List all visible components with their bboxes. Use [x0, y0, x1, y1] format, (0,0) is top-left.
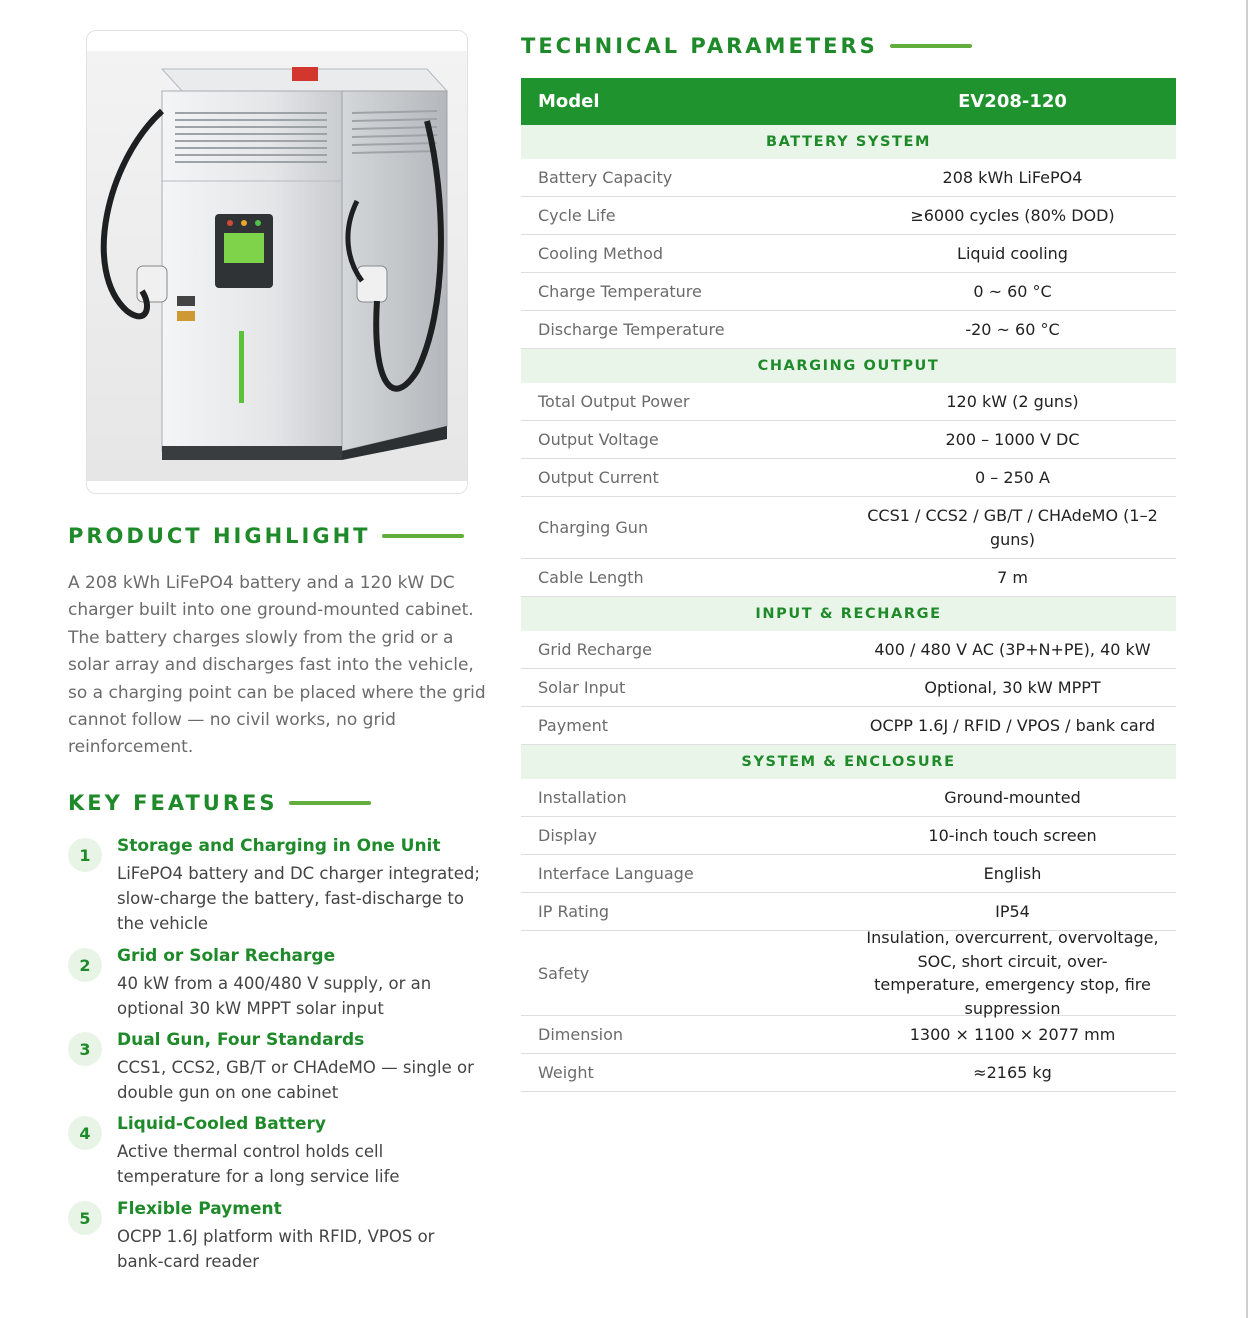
- spec-label: Cooling Method: [538, 244, 664, 263]
- spec-value: 10-inch touch screen: [928, 825, 1097, 845]
- feature-description: Active thermal control holds cell temperature for a long service life: [117, 1142, 400, 1186]
- spec-value: English: [983, 863, 1042, 883]
- spec-label: Safety: [538, 963, 590, 983]
- spec-value: OCPP 1.6J / RFID / VPOS / bank card: [869, 715, 1156, 735]
- feature-description: 40 kW from a 400/480 V supply, or an optional 30 kW MPPT solar input: [117, 974, 432, 1018]
- spec-value: 7 m: [997, 567, 1028, 587]
- spec-section-title: BATTERY SYSTEM: [521, 125, 1176, 159]
- spec-row: [521, 159, 1176, 197]
- spec-row: [521, 707, 1176, 745]
- feature-number-badge: 4: [68, 1116, 102, 1150]
- spec-row: [521, 273, 1176, 311]
- feature-number-badge: 1: [68, 838, 102, 872]
- spec-row: [521, 631, 1176, 669]
- spec-value: Optional, 30 kW MPPT: [924, 677, 1101, 697]
- spec-value: 208 kWh LiFePO4: [942, 167, 1083, 187]
- spec-row: [521, 383, 1176, 421]
- spec-label: Interface Language: [538, 864, 694, 883]
- spec-label: Payment: [538, 716, 609, 735]
- spec-label: Dimension: [538, 1025, 624, 1044]
- spec-section-title: INPUT & RECHARGE: [521, 597, 1176, 631]
- feature-description: LiFePO4 battery and DC charger integrated; slow-charge the battery, fast-discharge to the vehicle: [117, 864, 480, 933]
- spec-label: Cable Length: [538, 568, 644, 587]
- feature-title: Liquid-Cooled Battery: [117, 1114, 326, 1134]
- feature-number-badge: 2: [68, 948, 102, 982]
- spec-label: Solar Input: [538, 678, 626, 697]
- spec-section-title: CHARGING OUTPUT: [521, 349, 1176, 383]
- specs-heading-text: TECHNICAL PARAMETERS: [521, 34, 878, 58]
- spec-label: Charging Gun: [538, 518, 649, 537]
- model-value: EV208-120: [958, 91, 1067, 112]
- highlight-heading: [68, 524, 464, 548]
- product-image: [86, 30, 468, 494]
- spec-value: Insulation, overcurrent, overvoltage, SOC, short circuit, over-temperature, emergency stop, fire suppression: [866, 928, 1159, 1018]
- spec-label: Weight: [538, 1063, 594, 1082]
- feature-title: Storage and Charging in One Unit: [117, 836, 441, 856]
- spec-value: IP54: [995, 901, 1030, 921]
- spec-label: Discharge Temperature: [538, 320, 725, 339]
- spec-row: [521, 421, 1176, 459]
- spec-value: 120 kW (2 guns): [946, 391, 1079, 411]
- spec-row: [521, 855, 1176, 893]
- spec-row: [521, 1016, 1176, 1054]
- spec-value: ≈2165 kg: [973, 1062, 1052, 1082]
- spec-row: [521, 197, 1176, 235]
- spec-label: Output Voltage: [538, 430, 659, 449]
- heading-rule: [890, 44, 972, 48]
- spec-row: [521, 235, 1176, 273]
- spec-label: Charge Temperature: [538, 282, 702, 301]
- heading-rule: [289, 801, 371, 805]
- feature-description: CCS1, CCS2, GB/T or CHAdeMO — single or double gun on one cabinet: [117, 1058, 474, 1102]
- heading-rule: [382, 534, 464, 538]
- spec-row: [521, 311, 1176, 349]
- spec-section-title: SYSTEM & ENCLOSURE: [521, 745, 1176, 779]
- spec-row: [521, 779, 1176, 817]
- features-heading-text: KEY FEATURES: [68, 791, 278, 815]
- feature-title: Flexible Payment: [117, 1199, 282, 1219]
- specs-heading: [521, 34, 972, 58]
- spec-value: 200 – 1000 V DC: [945, 429, 1080, 449]
- spec-label: Grid Recharge: [538, 640, 652, 659]
- feature-description: OCPP 1.6J platform with RFID, VPOS or bank-card reader: [117, 1227, 435, 1271]
- spec-value: 0 – 250 A: [975, 467, 1050, 487]
- spec-value: Liquid cooling: [957, 243, 1068, 263]
- feature-number-badge: 3: [68, 1032, 102, 1066]
- feature-title: Dual Gun, Four Standards: [117, 1030, 365, 1050]
- spec-value: 1300 × 1100 × 2077 mm: [909, 1024, 1116, 1044]
- spec-label: Display: [538, 826, 597, 845]
- spec-value: 400 / 480 V AC (3P+N+PE), 40 kW: [874, 639, 1151, 659]
- spec-row: [521, 928, 1176, 1018]
- spec-row: [521, 669, 1176, 707]
- highlight-text: A 208 kWh LiFePO4 battery and a 120 kW DC charger built into one ground-mounted cabinet. The battery charges slowly from the grid or a solar array and discharges fast into the vehicle, so a charging point can be placed where the grid cannot follow — no civil works, no grid reinforcement.: [68, 573, 486, 758]
- spec-table: [521, 78, 1176, 1092]
- spec-value: Ground-mounted: [944, 787, 1081, 807]
- spec-value: CCS1 / CCS2 / GB/T / CHAdeMO (1–2 guns): [867, 506, 1158, 549]
- highlight-heading-text: PRODUCT HIGHLIGHT: [68, 524, 371, 548]
- spec-label: IP Rating: [538, 902, 610, 921]
- spec-label: Installation: [538, 788, 627, 807]
- feature-number-badge: 5: [68, 1201, 102, 1235]
- spec-row: [521, 1054, 1176, 1092]
- spec-label: Output Current: [538, 468, 659, 487]
- spec-row: [521, 459, 1176, 497]
- spec-row: [521, 559, 1176, 597]
- spec-label: Cycle Life: [538, 206, 616, 225]
- spec-label: Battery Capacity: [538, 168, 673, 187]
- spec-table-header: [521, 78, 1176, 125]
- spec-row: [521, 817, 1176, 855]
- spec-row: [521, 497, 1176, 559]
- charger-illustration: [87, 51, 467, 481]
- spec-value: 0 ~ 60 °C: [973, 281, 1052, 301]
- features-heading: [68, 791, 371, 815]
- spec-value: ≥6000 cycles (80% DOD): [910, 205, 1115, 225]
- model-label: Model: [538, 91, 600, 112]
- feature-title: Grid or Solar Recharge: [117, 946, 336, 966]
- spec-label: Total Output Power: [538, 392, 690, 411]
- spec-value: -20 ~ 60 °C: [965, 319, 1060, 339]
